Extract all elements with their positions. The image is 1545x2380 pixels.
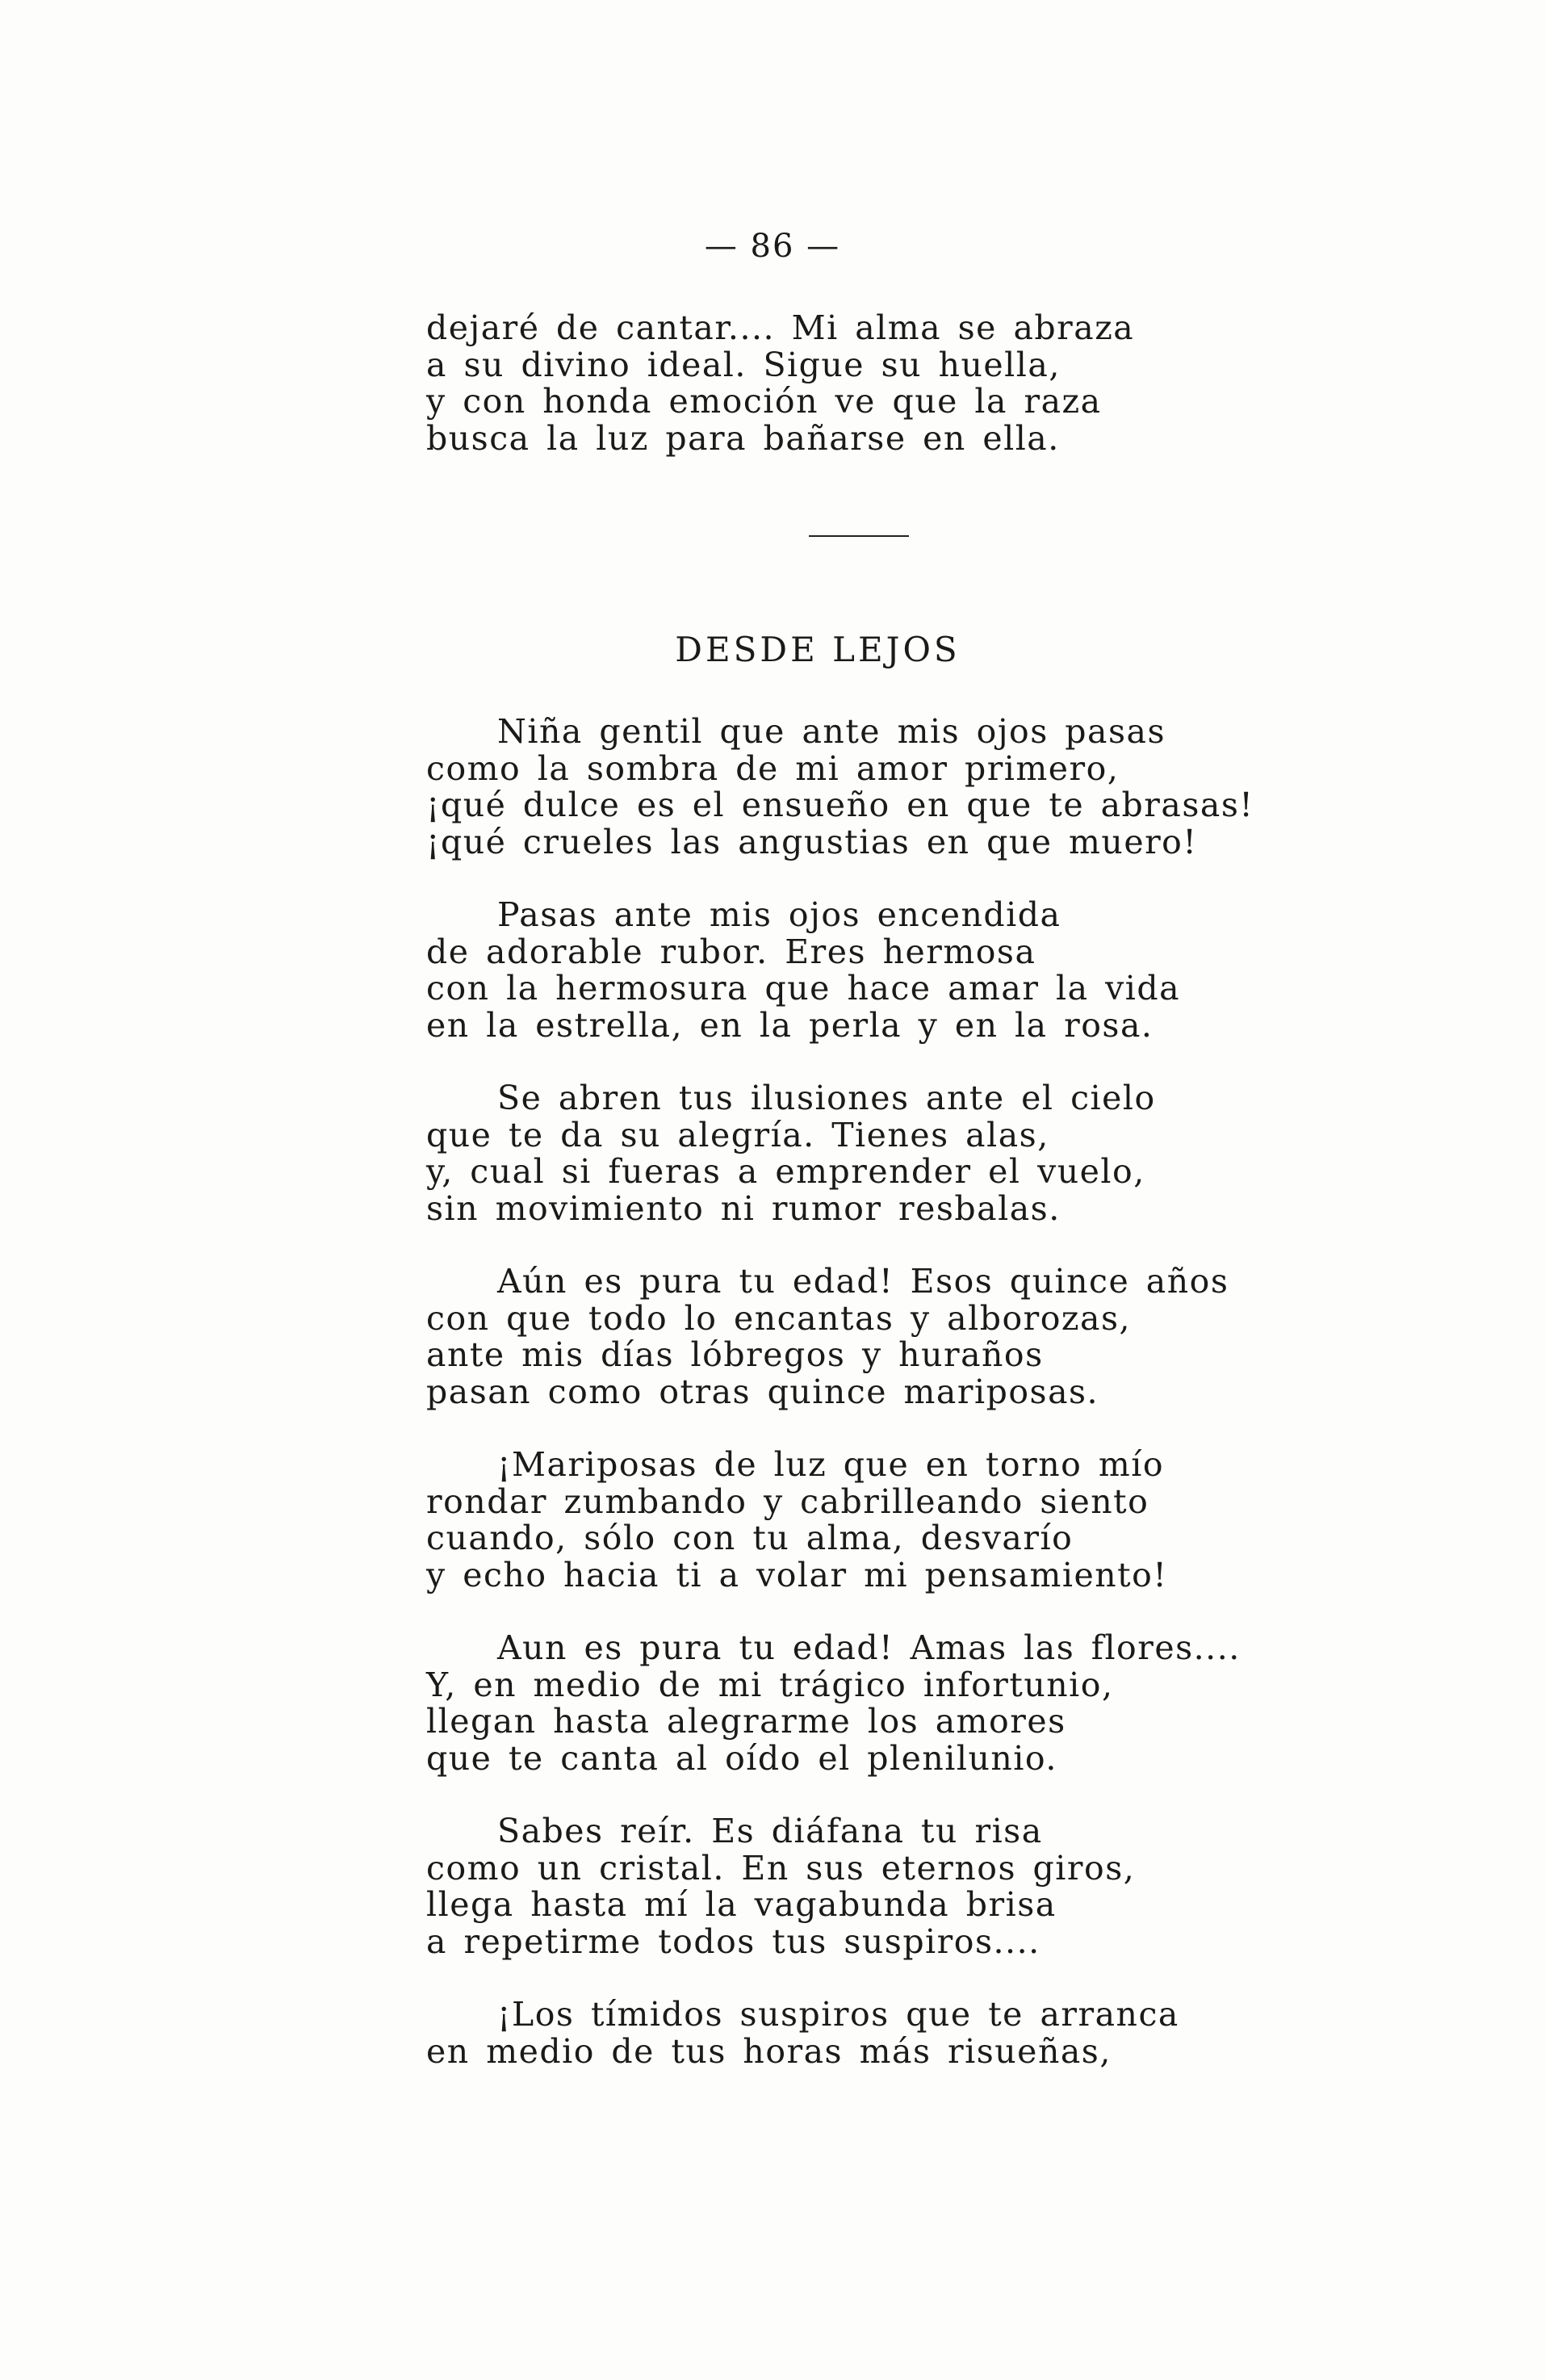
verse-line: Y, en medio de mi trágico infortunio, xyxy=(426,1665,1114,1704)
stanza xyxy=(426,1447,1201,1594)
stanza xyxy=(426,1813,1201,1960)
verse-line: como la sombra de mi amor primero, xyxy=(426,748,1120,788)
stanza xyxy=(426,1262,1229,1411)
verse-line: Sabes reír. Es diáfana tu risa xyxy=(497,1812,1043,1850)
verse-line: ante mis días lóbregos y huraños xyxy=(426,1335,1044,1374)
verse-line: Niña gentil que ante mis ojos pasas xyxy=(497,712,1166,751)
verse-line: a repetirme todos tus suspiros.... xyxy=(426,1921,1040,1961)
verse-line: dejaré de cantar.... Mi alma se abraza xyxy=(426,308,1135,347)
verse-line: ¡Los tímidos suspiros que te arranca xyxy=(497,1995,1179,2034)
verse-line: Aún es pura tu edad! Esos quince años xyxy=(497,1262,1229,1301)
verse-line: que te da su alegría. Tienes alas, xyxy=(426,1115,1049,1154)
page-number: — 86 — xyxy=(704,228,841,265)
verse-line: como un cristal. En sus eternos giros, xyxy=(426,1848,1136,1888)
section-divider xyxy=(809,535,909,537)
poem-title: DESDE LEJOS xyxy=(675,630,961,669)
verse-line: cuando, sólo con tu alma, desvarío xyxy=(426,1519,1074,1557)
stanza xyxy=(426,897,1201,1044)
verse-line: Pasas ante mis ojos encendida xyxy=(497,895,1061,934)
verse-line: ¡Mariposas de luz que en torno mío xyxy=(497,1445,1165,1484)
stanza xyxy=(426,1080,1201,1227)
verse-line: ¡qué crueles las angustias en que muero! xyxy=(426,822,1198,861)
verse-line: con la hermosura que hace amar la vida xyxy=(426,969,1181,1008)
verse-line: sin movimiento ni rumor resbalas. xyxy=(426,1188,1061,1228)
verse-line: pasan como otras quince mariposas. xyxy=(426,1372,1099,1411)
verse-line: a su divino ideal. Sigue su huella, xyxy=(426,345,1061,384)
verse-line: ¡qué dulce es el ensueño en que te abrasas! xyxy=(426,786,1254,824)
verse-line: que te canta al oído el plenilunio. xyxy=(426,1738,1057,1778)
stanza xyxy=(426,712,1254,861)
verse-line: Se abren tus ilusiones ante el cielo xyxy=(497,1079,1156,1117)
verse-line: con que todo lo encantas y alborozas, xyxy=(426,1298,1132,1338)
verse-line: de adorable rubor. Eres hermosa xyxy=(426,932,1036,971)
verse-line: llegan hasta alegrarme los amores xyxy=(426,1702,1066,1741)
verse-line: y, cual si fueras a emprender el vuelo, xyxy=(426,1152,1145,1191)
stanza xyxy=(426,1628,1241,1778)
poem-body xyxy=(426,712,1254,2106)
verse-line: en la estrella, en la perla y en la rosa. xyxy=(426,1005,1154,1045)
verse-line: rondar zumbando y cabrilleando siento xyxy=(426,1481,1149,1521)
verse-line: llega hasta mí la vagabunda brisa xyxy=(426,1885,1057,1924)
stanza xyxy=(426,1997,1201,2070)
verse-line: busca la luz para bañarse en ella. xyxy=(426,418,1060,458)
verse-line: y con honda emoción ve que la raza xyxy=(426,382,1102,421)
previous-poem-ending xyxy=(426,310,1201,457)
verse-line: Aun es pura tu edad! Amas las flores.... xyxy=(497,1628,1241,1667)
verse-line: y echo hacia ti a volar mi pensamiento! xyxy=(426,1555,1168,1594)
verse-line: en medio de tus horas más risueñas, xyxy=(426,2031,1112,2071)
